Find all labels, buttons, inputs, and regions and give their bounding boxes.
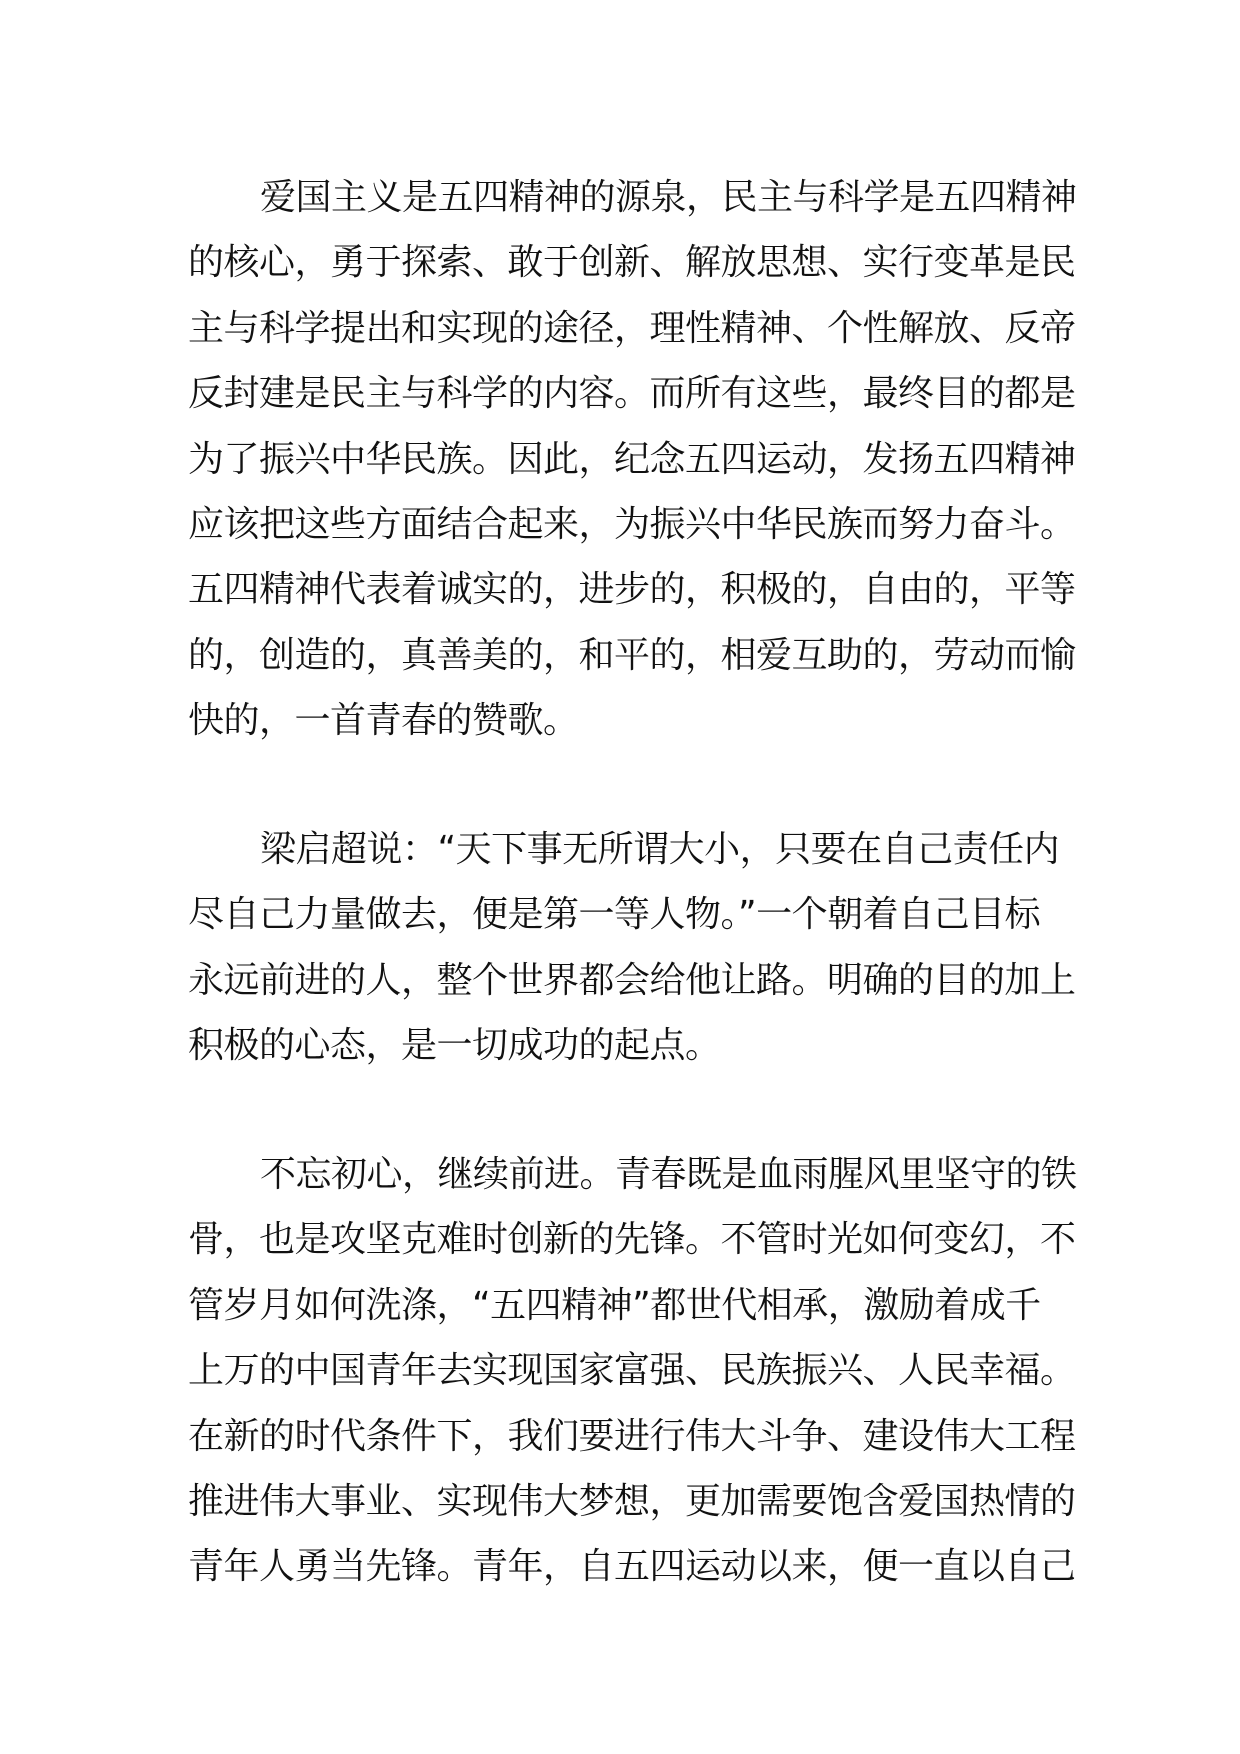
text-line: 爱国主义是五四精神的源泉，民主与科学是五四精神 [260, 177, 1077, 218]
text-line: 骨，也是攻坚克难时创新的先锋。不管时光如何变幻，不 [188, 1219, 1076, 1261]
text-line: 为了振兴中华民族。因此，纪念五四运动，发扬五四精神 [188, 438, 1076, 480]
text-line: 主与科学提出和实现的途径，理性精神、个性解放、反帝 [188, 307, 1076, 349]
text-line: 的，创造的，真善美的，和平的，相爱互助的，劳动而愉 [188, 634, 1076, 676]
text-line: 的核心，勇于探索、敢于创新、解放思想、实行变革是民 [188, 242, 1076, 284]
text-line: 梁启超说：“天下事无所谓大小，只要在自己责任内 [260, 829, 1060, 870]
text-line: 管岁月如何洗涤，“五四精神”都世代相承，激励着成千 [188, 1284, 1041, 1326]
text-line: 尽自己力量做去，便是第一等人物。”一个朝着自己目标 [188, 894, 1041, 936]
paragraph-youth [188, 1142, 1077, 1600]
text-line: 不忘初心，继续前进。青春既是血雨腥风里坚守的铁 [260, 1154, 1077, 1195]
text-line: 在新的时代条件下，我们要进行伟大斗争、建设伟大工程 [188, 1415, 1076, 1457]
paragraph-liang-qichao-quote [188, 817, 1076, 1079]
text-line: 应该把这些方面结合起来，为振兴中华民族而努力奋斗。 [188, 503, 1076, 545]
text-line: 快的，一首青春的赞歌。 [188, 700, 579, 742]
text-line: 积极的心态，是一切成功的起点。 [188, 1025, 721, 1067]
text-line: 反封建是民主与科学的内容。而所有这些，最终目的都是 [188, 373, 1076, 415]
paragraph-patriotism [188, 165, 1077, 754]
text-line: 推进伟大事业、实现伟大梦想，更加需要饱含爱国热情的 [188, 1480, 1076, 1522]
text-line: 上万的中国青年去实现国家富强、民族振兴、人民幸福。 [188, 1350, 1076, 1392]
text-line: 永远前进的人，整个世界都会给他让路。明确的目的加上 [188, 959, 1076, 1001]
text-line: 青年人勇当先锋。青年，自五四运动以来，便一直以自己 [188, 1546, 1076, 1588]
text-line: 五四精神代表着诚实的，进步的，积极的，自由的，平等 [188, 569, 1076, 611]
